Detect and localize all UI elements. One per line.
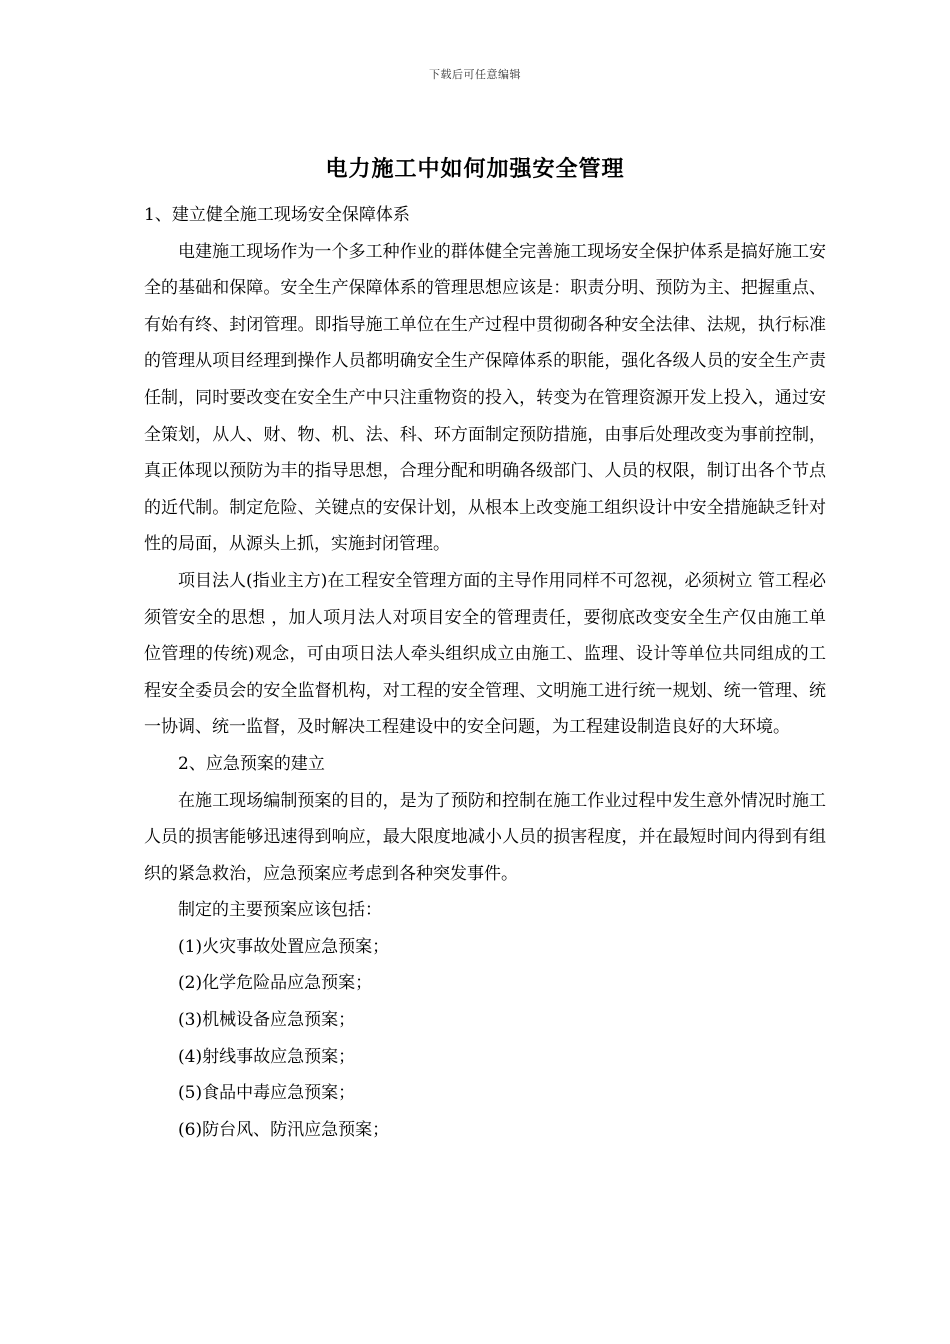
document-body [144,197,826,1148]
list-item: (3)机械设备应急预案； [178,1010,356,1031]
section-2-heading: 2、应急预案的建立 [178,753,325,774]
header-note: 下载后可任意编辑 [429,68,521,81]
section-1-paragraph-1: 电建施工现场作为一个多工种作业的群体健全完善施工现场安全保护体系是搞好施工安全的基础和保障。安全生产保障体系的管理思想应该是：职责分明、预防为主、把握重点、有始有终、封闭管理。即指导施工单位在生产过程中贯彻砌各种安全法律、法规，执行标准的管理从项目经理到操作人员都明确安全生产保障体系的职能，强化各级人员的安全生产责任制，同时要改变在安全生产中只注重物资的投入，转变为在管理资源开发上投入，通过安全策划，从人、财、物、机、法、科、环方面制定预防措施，由事后处理改变为事前控制，真正体现以预防为丰的指导思想，合理分配和明确各级部门、人员的权限，制订出各个节点的近代制。制定危险、关键点的安保计划，从根本上改变施工组织设计中安全措施缺乏针对性的局面，从源头上抓，实施封闭管理。 [144,241,826,555]
list-item: (4)射线事故应急预案； [178,1046,356,1067]
section-1-heading: 1、建立健全施工现场安全保障体系 [144,205,410,225]
list-item: (1)火灾事故处置应急预案； [178,936,390,957]
section-1-paragraph-2: 项目法人(指业主方)在工程安全管理方面的主导作用同样不可忽视，必须树立 管工程必须管安全的思想 ，加人项月法人对项目安全的管理责任，要彻底改变安全生产仅由施工单位管理的传统)观念，可由项日法人牵头组织成立由施工、监理、设计等单位共同组成的工程安全委员会的安全监督机构，对工程的安全管理、文明施工进行统一规划、统一管理、统一协调、统一监督，及时解决工程建设中的安全问题，为工程建设制造良好的大环境。 [144,570,826,738]
section-2-paragraph-1: 在施工现场编制预案的目的，是为了预防和控制在施工作业过程中发生意外情况时施工人员的损害能够迅速得到响应，最大限度地减小人员的损害程度，并在最短时间内得到有组织的紧急救治，应急预案应考虑到各种突发事件。 [144,790,826,884]
section-2-paragraph-2: 制定的主要预案应该包括： [178,900,382,921]
list-item: (5)食品中毒应急预案； [178,1083,356,1104]
list-item: (2)化学危险品应急预案； [178,973,373,994]
document-title: 电力施工中如何加强安全管理 [325,156,625,182]
list-item: (6)防台风、防汛应急预案； [178,1119,390,1140]
